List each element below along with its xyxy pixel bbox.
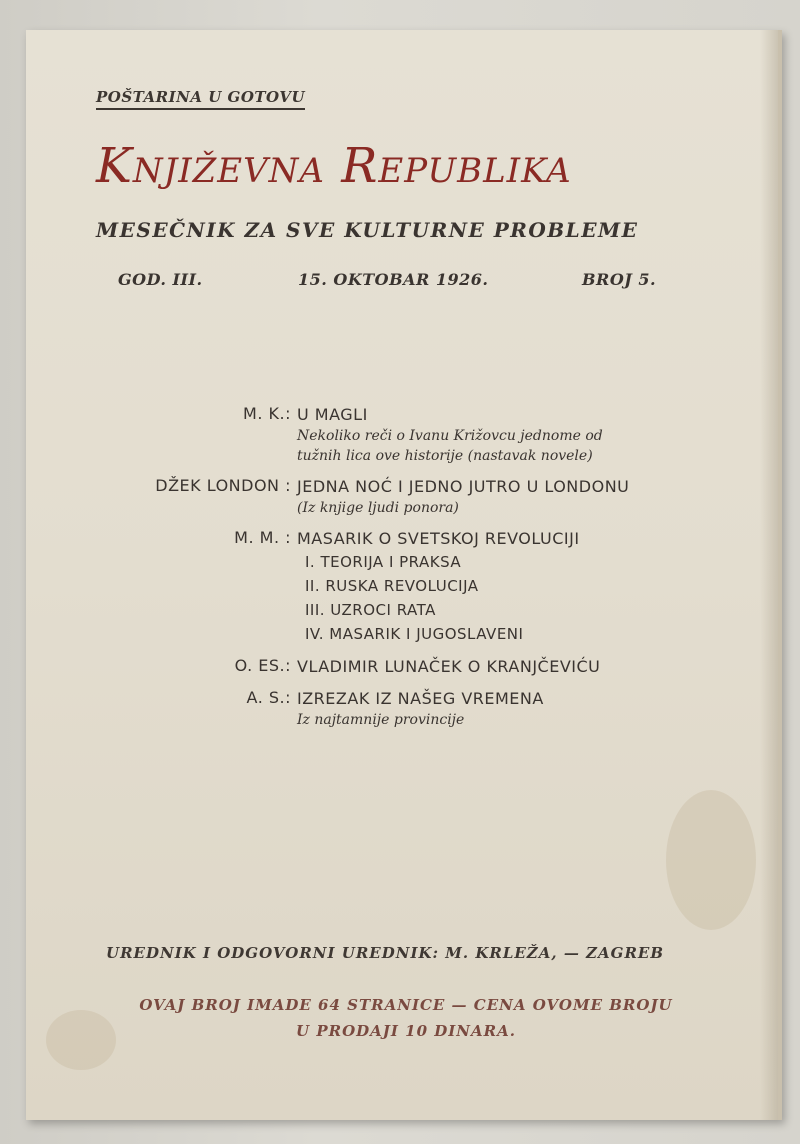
magazine-title: Književna Republika [96,138,572,194]
toc-author: M. M. : [234,528,291,547]
price-notice [106,992,706,1044]
table-of-contents [96,404,716,740]
magazine-subtitle: MESEČNIK ZA SVE KULTURNE PROBLEME [96,218,639,242]
postage-note: POŠTARINA U GOTOVU [96,88,305,110]
price-line: U PRODAJI 10 DINARA. [296,1022,516,1040]
toc-work-title: MASARIK O SVETSKOJ REVOLUCIJI [297,529,580,548]
price-line: OVAJ BROJ IMADE 64 STRANICE — CENA OVOME BROJU [139,996,673,1014]
toc-entry [96,688,716,730]
toc-note: (Iz knjige ljudi ponora) [297,500,459,516]
toc-entry [96,476,716,518]
issue-number: BROJ 5. [582,270,657,289]
toc-part: I. TEORIJA I PRAKSA [305,553,462,571]
toc-entry [96,528,716,646]
toc-work-title: U MAGLI [297,405,368,424]
toc-note: Iz najtamnije provincije [297,712,465,728]
toc-part: II. RUSKA REVOLUCIJA [305,577,479,595]
toc-work-title: VLADIMIR LUNAČEK O KRANJČEVIĆU [297,657,601,676]
paper-stain [666,790,756,930]
toc-work-title: IZREZAK IZ NAŠEG VREMENA [297,689,544,708]
toc-author: A. S.: [246,688,291,707]
toc-entry [96,656,716,678]
cover-spine-edge [760,30,778,1120]
toc-part: IV. MASARIK I JUGOSLAVENI [305,625,524,643]
toc-note: Nekoliko reči o Ivanu Križovcu jednome od [297,428,603,444]
toc-note: tužnih lica ove historije (nastavak novele) [297,448,593,464]
toc-entry [96,404,716,466]
toc-part: III. UZROCI RATA [305,601,436,619]
volume-year: GOD. III. [118,270,203,289]
editor-credit: UREDNIK I ODGOVORNI UREDNIK: M. KRLEŽA, — ZAGREB [106,944,665,962]
issue-date: 15. OKTOBAR 1926. [298,270,489,289]
toc-author: O. ES.: [234,656,291,675]
toc-author: DŽEK LONDON : [155,476,291,495]
toc-work-title: JEDNA NOĆ I JEDNO JUTRO U LONDONU [297,477,630,496]
toc-author: M. K.: [243,404,291,423]
magazine-cover [26,30,782,1120]
